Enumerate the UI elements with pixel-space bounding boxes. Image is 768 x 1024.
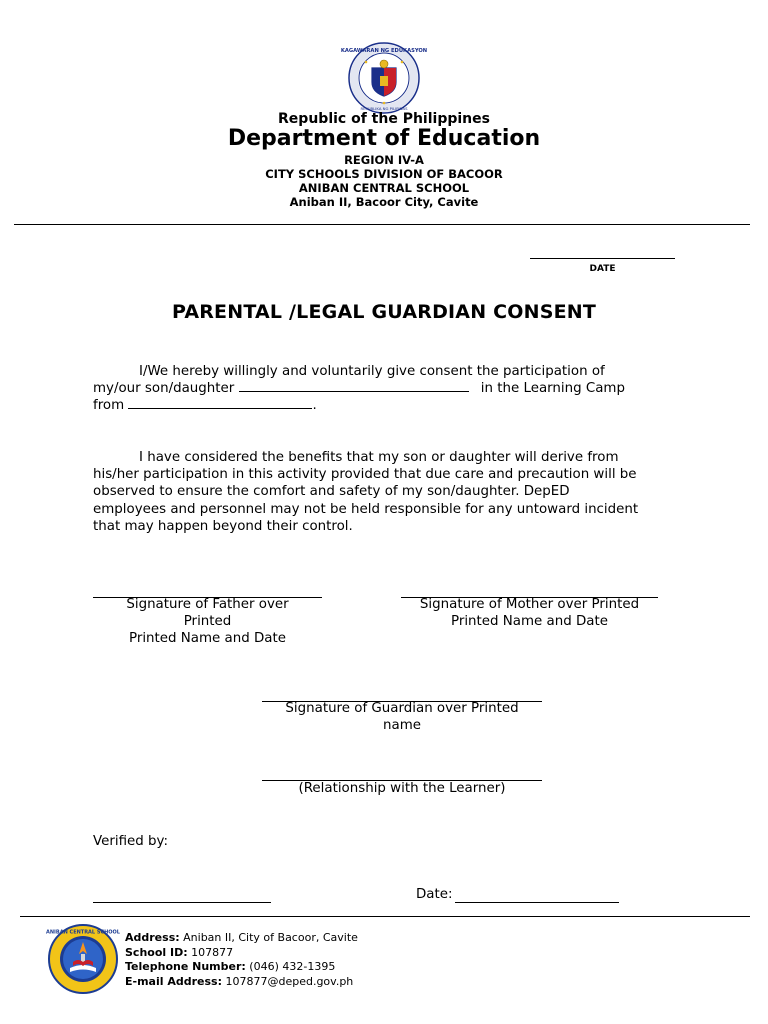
father-name-date-label: Printed Name and Date bbox=[128, 630, 286, 646]
footer-telephone-row bbox=[125, 960, 358, 975]
school-id-label: School ID: bbox=[125, 945, 188, 959]
header-divider bbox=[14, 224, 750, 225]
school-address: Aniban II, Bacoor City, Cavite bbox=[289, 195, 479, 209]
benefits-line-5: that may happen beyond their control. bbox=[93, 518, 353, 534]
from-blank bbox=[128, 397, 312, 409]
department-heading: Department of Education bbox=[227, 126, 541, 151]
region-label: REGION IV-A bbox=[344, 153, 424, 167]
address-label: Address: bbox=[125, 931, 180, 944]
guardian-signature-block bbox=[262, 701, 542, 735]
relationship-label: (Relationship with the Learner) bbox=[298, 781, 506, 796]
consent-paragraph bbox=[93, 363, 693, 415]
benefits-line-1: I have considered the benefits that my son or daughter will derive from bbox=[139, 450, 619, 465]
email-label: E-mail Address: bbox=[125, 974, 222, 988]
mother-signature-label: Signature of Mother over Printed bbox=[419, 597, 640, 612]
school-name: ANIBAN CENTRAL SCHOOL bbox=[298, 181, 470, 195]
consent-line-3 bbox=[93, 397, 693, 414]
period: . bbox=[312, 398, 317, 414]
email-value: 107877@deped.gov.ph bbox=[225, 974, 354, 988]
father-signature-label: Signature of Father over bbox=[126, 597, 289, 612]
footer-contact bbox=[125, 931, 358, 989]
consent-line-2 bbox=[93, 380, 693, 397]
footer-email-row bbox=[125, 975, 358, 990]
mother-signature-block bbox=[401, 597, 658, 631]
deped-seal-logo bbox=[340, 42, 428, 114]
seal-text-top: KAGAWARAN NG EDUKASYON bbox=[340, 48, 428, 54]
benefits-line-4: employees and personnel may not be held responsible for any untoward incident bbox=[93, 501, 639, 517]
date-field-line bbox=[455, 902, 619, 903]
seal-text-bottom: REPUBLIKA NG PILIPINAS bbox=[360, 106, 408, 111]
footer-school-id-row bbox=[125, 946, 358, 961]
school-seal-text: ANIBAN CENTRAL SCHOOL bbox=[46, 929, 120, 936]
guardian-signature-label: Signature of Guardian over Printed bbox=[285, 701, 519, 716]
date-signature-line bbox=[530, 258, 675, 259]
document-title: PARENTAL /LEGAL GUARDIAN CONSENT bbox=[171, 301, 597, 323]
footer-divider bbox=[20, 916, 750, 917]
father-printed-label: Printed bbox=[183, 613, 232, 629]
date-label: DATE bbox=[589, 264, 616, 274]
benefits-line-2: his/her participation in this activity provided that due care and precaution will be bbox=[93, 467, 637, 483]
date-field-label: Date: bbox=[416, 887, 453, 902]
benefits-paragraph bbox=[93, 449, 693, 535]
verifier-signature-line bbox=[93, 902, 271, 903]
learning-camp-label: in the Learning Camp bbox=[480, 381, 625, 397]
telephone-label: Telephone Number: bbox=[125, 960, 246, 974]
republic-heading: Republic of the Philippines bbox=[278, 111, 490, 127]
mother-name-date-label: Printed Name and Date bbox=[450, 613, 608, 629]
verified-by-label: Verified by: bbox=[93, 834, 168, 849]
school-seal-logo bbox=[48, 924, 118, 994]
child-name-blank bbox=[239, 380, 469, 392]
telephone-value: (046) 432-1395 bbox=[249, 960, 336, 974]
father-signature-block bbox=[93, 597, 322, 647]
benefits-line-3: observed to ensure the comfort and safety of my son/daughter. DepED bbox=[93, 484, 570, 500]
from-label: from bbox=[93, 398, 125, 414]
school-id-value: 107877 bbox=[191, 945, 234, 959]
footer-address-row bbox=[125, 931, 358, 946]
guardian-name-label: name bbox=[383, 717, 421, 733]
address-value: Aniban II, City of Bacoor, Cavite bbox=[183, 931, 358, 944]
division-label: CITY SCHOOLS DIVISION OF BACOOR bbox=[265, 167, 503, 181]
consent-line-1: I/We hereby willingly and voluntarily give consent the participation of bbox=[139, 364, 605, 379]
son-daughter-label: my/our son/daughter bbox=[93, 381, 235, 397]
